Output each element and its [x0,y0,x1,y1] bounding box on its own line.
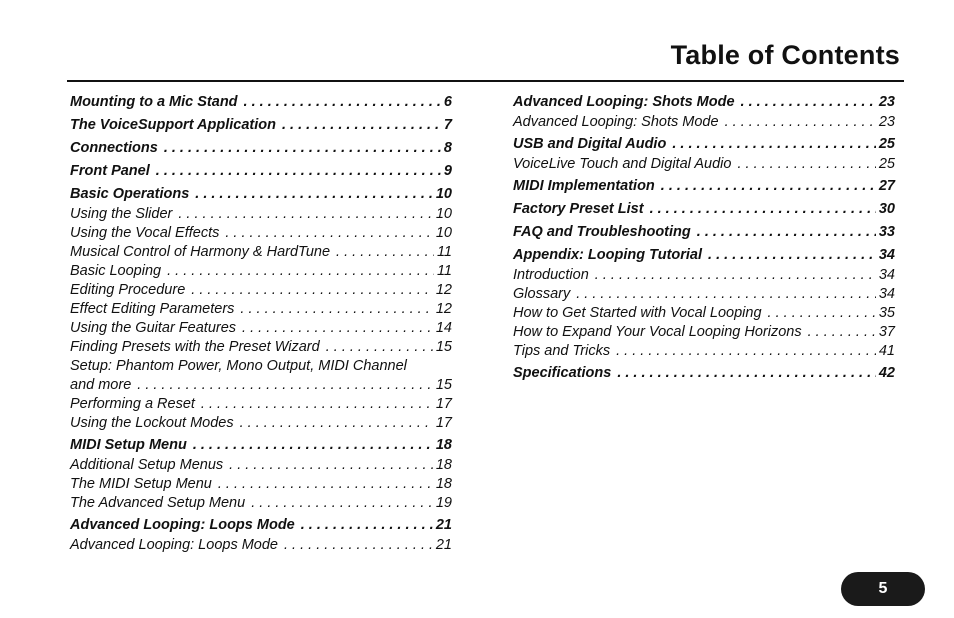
toc-entry-page: 18 [435,437,452,453]
dot-leader [697,222,876,243]
dot-leader [741,92,876,113]
toc-subsection-entry[interactable] [513,323,895,342]
dot-leader [218,475,433,494]
toc-entry-label: Introduction [513,267,589,283]
toc-section-entry[interactable] [513,176,895,197]
toc-entry-label: FAQ and Troubleshooting [513,224,691,240]
toc-entry-page: 41 [878,343,895,359]
toc-entry-label: MIDI Implementation [513,178,655,194]
toc-entry-page: 17 [435,415,452,431]
toc-entry-page: 25 [878,136,895,152]
toc-entry-label: Finding Presets with the Preset Wizard [70,339,320,355]
toc-subsection-entry[interactable] [513,113,895,132]
toc-entry-label: Additional Setup Menus [70,457,224,473]
toc-entry-label: Front Panel [70,163,150,179]
toc-entry-label: VoiceLive Touch and Digital Audio [513,156,732,172]
dot-leader [301,515,433,536]
toc-subsection-entry[interactable] [70,414,452,433]
toc-subsection-entry[interactable] [513,304,895,323]
toc-section-entry[interactable] [70,515,452,536]
toc-entry-label: Factory Preset List [513,201,644,217]
toc-subsection-entry[interactable] [70,395,452,414]
page-number-badge: 5 [841,572,925,606]
dot-leader [164,138,441,159]
toc-entry-label: Editing Procedure [70,282,186,298]
dot-leader [242,319,433,338]
toc-entry-page: 18 [435,457,452,473]
toc-section-entry[interactable] [70,161,452,182]
toc-entry-page: 18 [435,476,452,492]
toc-section-entry[interactable] [513,222,895,243]
toc-entry-label: Advanced Looping: Loops Mode [70,517,295,533]
toc-entry-page: 10 [435,186,452,202]
dot-leader [661,176,876,197]
toc-entry-label: Advanced Looping: Loops Mode [70,537,278,553]
toc-subsection-entry[interactable] [513,285,895,304]
toc-entry-label: Using the Slider [70,206,173,222]
dot-leader [576,285,876,304]
toc-entry-page: 30 [878,201,895,217]
toc-entry-label: Appendix: Looping Tutorial [513,247,703,263]
title-divider [67,80,904,82]
toc-entry-label: Using the Vocal Effects [70,225,220,241]
toc-entry-page: 8 [443,140,452,156]
dot-leader [282,115,441,136]
dot-leader [617,363,876,384]
toc-section-entry[interactable] [513,363,895,384]
toc-subsection-entry[interactable] [70,205,452,224]
toc-entry-page: 9 [443,163,452,179]
toc-entry-page: 23 [878,114,895,130]
toc-entry-page: 15 [435,377,452,393]
toc-entry-label: Advanced Looping: Shots Mode [513,114,719,130]
toc-entry-page: 34 [878,247,895,263]
toc-subsection-entry[interactable] [70,262,452,281]
toc-column-left [70,92,452,555]
dot-leader [808,323,876,342]
toc-entry-label: Advanced Looping: Shots Mode [513,94,735,110]
toc-section-entry[interactable] [70,184,452,205]
page-title: Table of Contents [670,40,900,70]
toc-entry-label: Musical Control of Harmony & HardTune [70,244,331,260]
toc-entry-page: 11 [436,244,452,260]
toc-subsection-entry[interactable] [70,243,452,262]
dot-leader [201,395,433,414]
toc-entry-page: 25 [878,156,895,172]
toc-entry-page: 33 [878,224,895,240]
toc-entry-page: 7 [443,117,452,133]
toc-subsection-entry[interactable] [70,338,452,357]
toc-entry-label: The MIDI Setup Menu [70,476,212,492]
dot-leader [195,184,433,205]
toc-subsection-entry[interactable] [70,475,452,494]
dot-leader [672,134,876,155]
toc-entry-page: 12 [435,301,452,317]
dot-leader [167,262,434,281]
toc-section-entry[interactable] [70,115,452,136]
toc-subsection-entry[interactable] [513,155,895,174]
toc-column-right [513,92,895,384]
toc-entry-label: Basic Looping [70,263,162,279]
toc-entry-page: 34 [878,286,895,302]
toc-entry-page: 17 [435,396,452,412]
toc-entry-label: MIDI Setup Menu [70,437,187,453]
toc-entry-label: Tips and Tricks [513,343,611,359]
dot-leader [251,494,433,513]
toc-section-entry[interactable] [70,138,452,159]
dot-leader [650,199,876,220]
dot-leader [244,92,441,113]
toc-section-entry[interactable] [513,92,895,113]
toc-entry-page: 35 [878,305,895,321]
toc-entry-label-line: Setup: Phantom Power, Mono Output, MIDI Channel [70,358,407,374]
toc-section-entry[interactable] [513,199,895,220]
toc-entry-label: Specifications [513,365,612,381]
toc-entry-label: How to Expand Your Vocal Looping Horizons [513,324,802,340]
toc-entry-label: Mounting to a Mic Stand [70,94,238,110]
dot-leader [191,281,433,300]
toc-subsection-entry[interactable] [70,300,452,319]
dot-leader [725,113,876,132]
toc-entry-label: Using the Lockout Modes [70,415,234,431]
dot-leader [284,536,433,555]
toc-section-entry[interactable] [513,134,895,155]
toc-entry-label: Using the Guitar Features [70,320,237,336]
toc-entry-page: 23 [878,94,895,110]
dot-leader [178,205,433,224]
toc-subsection-entry[interactable] [513,342,895,361]
toc-entry-label: Glossary [513,286,571,302]
dot-leader [708,245,876,266]
toc-entry-label: How to Get Started with Vocal Looping [513,305,762,321]
toc-entry-page: 19 [435,495,452,511]
dot-leader [768,304,876,323]
toc-entry-page: 10 [435,225,452,241]
toc-entry-page: 34 [878,267,895,283]
toc-entry-page: 6 [443,94,452,110]
toc-section-entry[interactable] [70,92,452,113]
toc-entry-label: The Advanced Setup Menu [70,495,246,511]
toc-entry-label: The VoiceSupport Application [70,117,276,133]
dot-leader [229,456,433,475]
toc-entry-label: USB and Digital Audio [513,136,667,152]
toc-entry-page: 10 [435,206,452,222]
dot-leader [240,414,433,433]
toc-subsection-entry[interactable] [70,456,452,475]
toc-subsection-entry[interactable] [513,266,895,285]
toc-subsection-entry[interactable] [70,494,452,513]
toc-subsection-entry[interactable] [70,376,452,395]
toc-entry-page: 37 [878,324,895,340]
dot-leader [336,243,434,262]
toc-section-entry[interactable] [513,245,895,266]
toc-entry-label: Basic Operations [70,186,190,202]
toc-entry-page: 11 [436,263,452,279]
dot-leader [616,342,876,361]
dot-leader [193,435,433,456]
toc-entry-page: 14 [435,320,452,336]
toc-subsection-entry[interactable] [70,319,452,338]
toc-entry-label: Performing a Reset [70,396,195,412]
dot-leader [595,266,876,285]
toc-entry-label: Effect Editing Parameters [70,301,235,317]
toc-entry-page: 21 [435,517,452,533]
dot-leader [240,300,432,319]
dot-leader [225,224,432,243]
toc-entry-page: 15 [435,339,452,355]
dot-leader [737,155,875,174]
dot-leader [326,338,433,357]
toc-entry-page: 21 [435,537,452,553]
toc-entry-page: 27 [878,178,895,194]
toc-entry-label: Connections [70,140,158,156]
toc-subsection-entry[interactable] [70,536,452,555]
toc-subsection-entry[interactable] [70,281,452,300]
toc-subsection-entry[interactable] [70,224,452,243]
toc-entry-page: 42 [878,365,895,381]
dot-leader [156,161,441,182]
toc-entry-page: 12 [435,282,452,298]
dot-leader [137,376,433,395]
toc-section-entry[interactable] [70,435,452,456]
toc-entry-label: and more [70,377,132,393]
